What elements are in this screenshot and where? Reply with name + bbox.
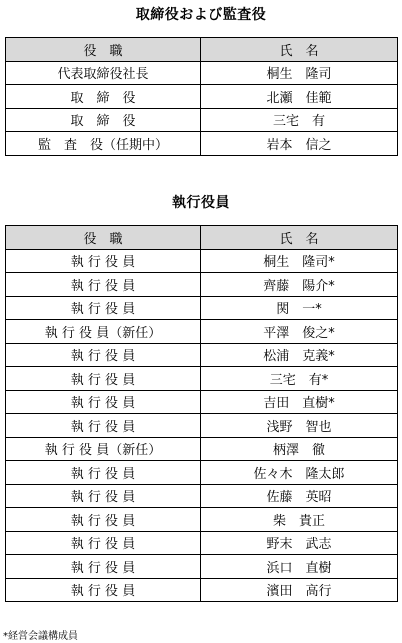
name-cell: 岩本 信之 bbox=[201, 132, 398, 156]
table-row bbox=[6, 414, 398, 438]
role-cell: 執 行 役 員 bbox=[6, 461, 201, 485]
role-cell: 執 行 役 員 bbox=[6, 531, 201, 555]
role-cell: 執 行 役 員 bbox=[6, 578, 201, 602]
footnote: *経営会議構成員 bbox=[3, 631, 78, 642]
header-role: 役 職 bbox=[6, 226, 201, 250]
table-row bbox=[6, 578, 398, 602]
table-row bbox=[6, 273, 398, 297]
table-row bbox=[6, 390, 398, 414]
table-row bbox=[6, 108, 398, 132]
role-cell: 執 行 役 員（新任） bbox=[6, 320, 201, 344]
role-cell: 取 締 役 bbox=[6, 108, 201, 132]
name-cell: 佐藤 英昭 bbox=[201, 484, 398, 508]
header-role: 役 職 bbox=[6, 38, 201, 62]
role-cell: 執 行 役 員 bbox=[6, 390, 201, 414]
role-cell: 取 締 役 bbox=[6, 85, 201, 109]
role-cell: 執 行 役 員 bbox=[6, 484, 201, 508]
table-row bbox=[6, 61, 398, 85]
table-row bbox=[6, 531, 398, 555]
name-cell: 平澤 俊之* bbox=[201, 320, 398, 344]
name-cell: 濱田 高行 bbox=[201, 578, 398, 602]
officers-title: 執行役員 bbox=[172, 195, 230, 211]
role-cell: 執 行 役 員 bbox=[6, 296, 201, 320]
officers-table bbox=[5, 225, 398, 602]
table-header-row bbox=[6, 38, 398, 62]
name-cell: 三宅 有 bbox=[201, 108, 398, 132]
name-cell: 桐生 隆司* bbox=[201, 249, 398, 273]
name-cell: 三宅 有* bbox=[201, 367, 398, 391]
table-row bbox=[6, 343, 398, 367]
name-cell: 桐生 隆司 bbox=[201, 61, 398, 85]
table-row bbox=[6, 367, 398, 391]
role-cell: 執 行 役 員 bbox=[6, 414, 201, 438]
name-cell: 松浦 克義* bbox=[201, 343, 398, 367]
role-cell: 執 行 役 員 bbox=[6, 508, 201, 532]
table-header-row bbox=[6, 226, 398, 250]
name-cell: 佐々木 隆太郎 bbox=[201, 461, 398, 485]
table-row bbox=[6, 320, 398, 344]
table-row bbox=[6, 132, 398, 156]
name-cell: 浜口 直樹 bbox=[201, 555, 398, 579]
directors-table bbox=[5, 37, 398, 156]
name-cell: 柄澤 徹 bbox=[201, 437, 398, 461]
name-cell: 野末 武志 bbox=[201, 531, 398, 555]
role-cell: 執 行 役 員（新任） bbox=[6, 437, 201, 461]
role-cell: 執 行 役 員 bbox=[6, 367, 201, 391]
name-cell: 柴 貴正 bbox=[201, 508, 398, 532]
name-cell: 関 一* bbox=[201, 296, 398, 320]
table-row bbox=[6, 461, 398, 485]
header-name: 氏 名 bbox=[201, 38, 398, 62]
header-name: 氏 名 bbox=[201, 226, 398, 250]
role-cell: 執 行 役 員 bbox=[6, 343, 201, 367]
role-cell: 代表取締役社長 bbox=[6, 61, 201, 85]
table-row bbox=[6, 296, 398, 320]
role-cell: 監 査 役（任期中） bbox=[6, 132, 201, 156]
directors-title: 取締役および監査役 bbox=[135, 7, 267, 23]
name-cell: 齊藤 陽介* bbox=[201, 273, 398, 297]
table-row bbox=[6, 249, 398, 273]
table-row bbox=[6, 484, 398, 508]
name-cell: 北瀬 佳範 bbox=[201, 85, 398, 109]
role-cell: 執 行 役 員 bbox=[6, 273, 201, 297]
table-row bbox=[6, 437, 398, 461]
name-cell: 浅野 智也 bbox=[201, 414, 398, 438]
table-row bbox=[6, 508, 398, 532]
name-cell: 吉田 直樹* bbox=[201, 390, 398, 414]
table-row bbox=[6, 85, 398, 109]
role-cell: 執 行 役 員 bbox=[6, 555, 201, 579]
table-row bbox=[6, 555, 398, 579]
role-cell: 執 行 役 員 bbox=[6, 249, 201, 273]
